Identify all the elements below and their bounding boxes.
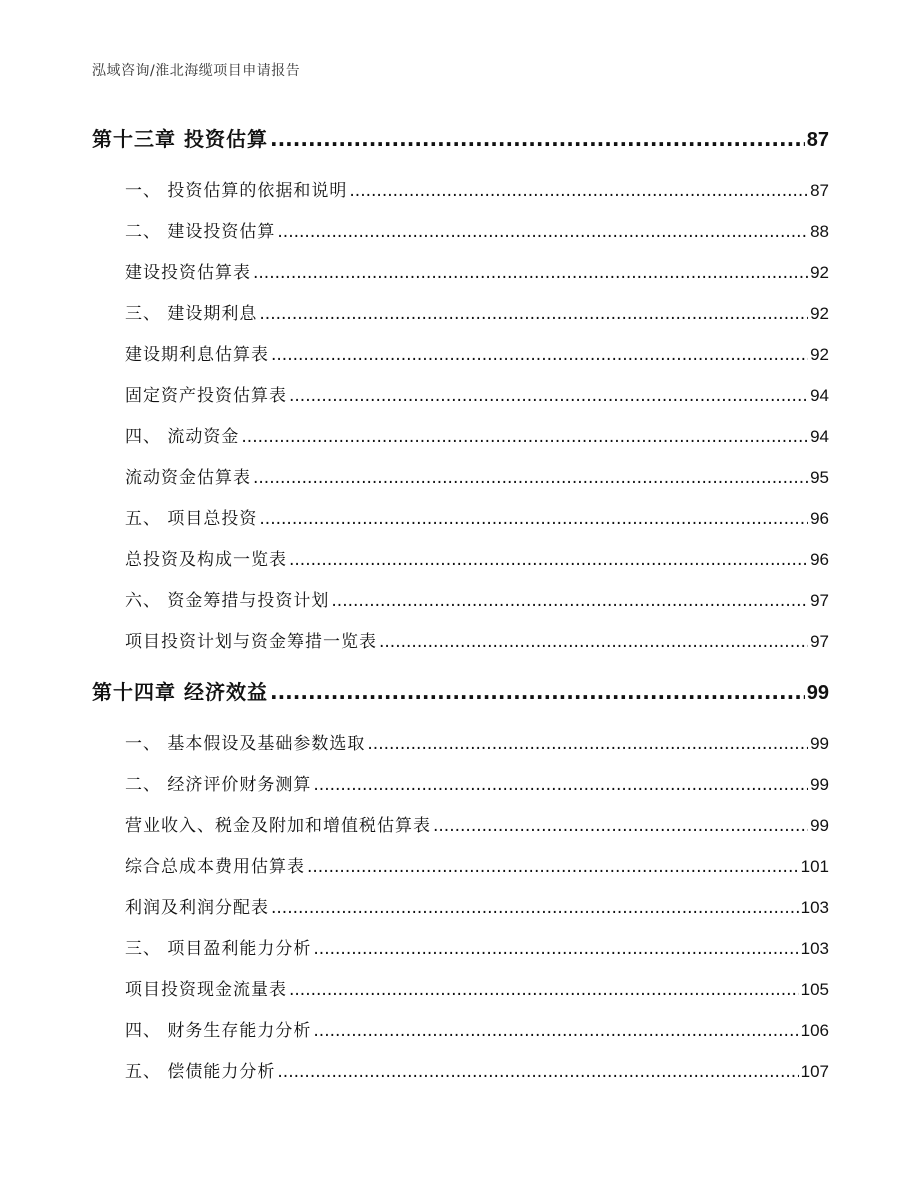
toc-leader — [313, 939, 798, 959]
toc-label: 利润及利润分配表 — [125, 898, 269, 918]
toc-leader — [367, 734, 808, 754]
toc-label: 建设投资估算表 — [125, 263, 251, 283]
toc-leader — [379, 632, 808, 652]
toc-leader — [313, 1021, 798, 1041]
toc-page-number: 87 — [806, 129, 829, 151]
toc-label: 一、 投资估算的依据和说明 — [125, 181, 348, 201]
toc-label: 二、 建设投资估算 — [125, 222, 276, 242]
toc-entry[interactable] — [125, 975, 829, 1000]
toc-page-number: 92 — [810, 345, 829, 364]
toc-label: 建设期利息估算表 — [125, 345, 269, 365]
toc-leader — [307, 857, 799, 877]
toc-leader — [277, 222, 808, 242]
toc-entry[interactable] — [125, 299, 829, 324]
toc-label: 三、 建设期利息 — [125, 304, 258, 324]
toc-page-number: 97 — [810, 632, 829, 651]
toc-page-number: 92 — [810, 263, 829, 282]
toc-label: 五、 项目总投资 — [125, 509, 258, 529]
toc-label: 第十四章 经济效益 — [92, 680, 268, 704]
toc-page-number: 99 — [810, 775, 829, 794]
toc-leader — [270, 680, 805, 704]
toc-entry[interactable] — [125, 1057, 829, 1082]
toc-label: 一、 基本假设及基础参数选取 — [125, 734, 366, 754]
toc-label: 流动资金估算表 — [125, 468, 251, 488]
toc-entry[interactable] — [125, 504, 829, 529]
toc-page-number: 106 — [800, 1021, 829, 1040]
toc-entry[interactable] — [125, 176, 829, 201]
toc-entry[interactable] — [125, 1016, 829, 1041]
toc-entry[interactable] — [125, 545, 829, 570]
toc-page-number: 99 — [810, 734, 829, 753]
toc-label: 四、 财务生存能力分析 — [125, 1021, 312, 1041]
toc-entry[interactable] — [125, 893, 829, 918]
toc-entry[interactable] — [125, 258, 829, 283]
toc-page-number: 101 — [800, 857, 829, 876]
toc-leader — [289, 550, 808, 570]
toc-page-number: 107 — [800, 1062, 829, 1081]
toc-leader — [259, 304, 808, 324]
toc-label: 综合总成本费用估算表 — [125, 857, 305, 877]
toc-label: 六、 资金筹措与投资计划 — [125, 591, 330, 611]
toc-page-number: 99 — [810, 816, 829, 835]
toc-leader — [313, 775, 808, 795]
toc-leader — [253, 263, 808, 283]
toc-page-number: 87 — [810, 181, 829, 200]
toc-entry[interactable] — [125, 934, 829, 959]
toc-leader — [289, 980, 799, 1000]
toc-chapter-14[interactable] — [92, 676, 829, 705]
toc-page-number: 94 — [810, 386, 829, 405]
toc-entry[interactable] — [125, 422, 829, 447]
toc-page-number: 94 — [810, 427, 829, 446]
toc-label: 四、 流动资金 — [125, 427, 240, 447]
toc-entry[interactable] — [125, 217, 829, 242]
toc-page-number: 99 — [806, 682, 829, 704]
toc-leader — [271, 898, 799, 918]
toc-label: 项目投资现金流量表 — [125, 980, 287, 1000]
toc-entry[interactable] — [125, 627, 829, 652]
toc-label: 营业收入、税金及附加和增值税估算表 — [125, 816, 431, 836]
toc-label: 项目投资计划与资金筹措一览表 — [125, 632, 377, 652]
toc-leader — [241, 427, 808, 447]
toc-page-number: 97 — [810, 591, 829, 610]
toc-label: 第十三章 投资估算 — [92, 127, 268, 151]
toc-label: 固定资产投资估算表 — [125, 386, 287, 406]
toc-entry[interactable] — [125, 729, 829, 754]
running-header: 泓域咨询/淮北海缆项目申请报告 — [92, 63, 301, 79]
toc-leader — [289, 386, 808, 406]
toc-label: 二、 经济评价财务测算 — [125, 775, 312, 795]
toc-entry[interactable] — [125, 811, 829, 836]
toc-page-number: 96 — [810, 509, 829, 528]
toc-page-number: 92 — [810, 304, 829, 323]
toc-label: 总投资及构成一览表 — [125, 550, 287, 570]
toc-entry[interactable] — [125, 586, 829, 611]
toc-page-number: 96 — [810, 550, 829, 569]
toc-entry[interactable] — [125, 852, 829, 877]
toc-chapter-13[interactable] — [92, 123, 829, 152]
toc-leader — [331, 591, 808, 611]
toc-leader — [270, 127, 805, 151]
toc-leader — [277, 1062, 798, 1082]
toc-entry[interactable] — [125, 381, 829, 406]
toc-label: 五、 偿债能力分析 — [125, 1062, 276, 1082]
toc-leader — [433, 816, 808, 836]
toc-entry[interactable] — [125, 770, 829, 795]
toc-leader — [253, 468, 808, 488]
toc-page-number: 105 — [800, 980, 829, 999]
toc-entry[interactable] — [125, 340, 829, 365]
toc-page-number: 88 — [810, 222, 829, 241]
toc-label: 三、 项目盈利能力分析 — [125, 939, 312, 959]
toc-page-number: 103 — [800, 898, 829, 917]
toc-leader — [271, 345, 808, 365]
toc-leader — [349, 181, 808, 201]
toc-page-number: 95 — [810, 468, 829, 487]
toc-entry[interactable] — [125, 463, 829, 488]
toc-leader — [259, 509, 808, 529]
toc-page-number: 103 — [800, 939, 829, 958]
